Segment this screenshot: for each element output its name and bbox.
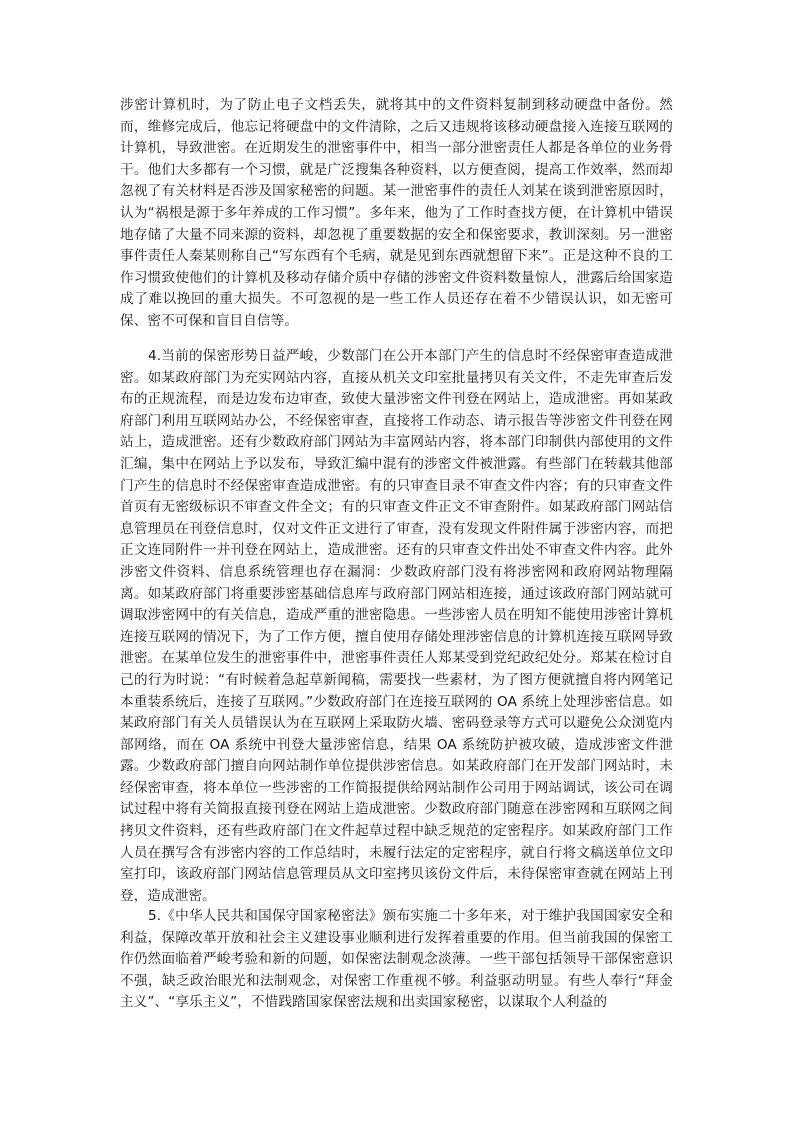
paragraph-item-5: 5.《中华人民共和国保守国家秘密法》颁布实施二十多年来，对于维护我国国家安全和利益，保障改革开放和社会主义建设事业顺利进行发挥着重要的作用。但当前我国的保密工作仍然面临着严峻考验和新的问题，如保密法制观念淡薄。一些干部包括领导干部保密意识不强，缺乏政治眼光和法制观念，对保密工作重视不够。利益驱动明显。有些人奉行“拜金主义”、“享乐主义”，不惜践踏国家保密法规和出卖国家秘密，以谋取个人利益的 <box>120 908 673 1011</box>
paragraph-continuation: 涉密计算机时，为了防止电子文档丢失，就将其中的文件资料复制到移动硬盘中备份。然而，维修完成后，他忘记将硬盘中的文件清除，之后又违规将该移动硬盘接入连接互联网的计算机，导致泄密。在近期发生的泄密事件中，相当一部分泄密责任人都是各单位的业务骨干。他们大多都有一个习惯，就是广泛搜集各种资料，以方便查阅，提高工作效率，然而却忽视了有关材料是否涉及国家秘密的问题。某一泄密事件的责任人刘某在谈到泄密原因时，认为“祸根是源于多年养成的工作习惯”。多年来，他为了工作时查找方便，在计算机中错误地存储了大量不同来源的资料，却忽视了重要数据的安全和保密要求，教训深刻。另一泄密事件责任人秦某则称自己“写东西有个毛病，就是见到东西就想留下来”。正是这种不良的工作习惯致使他们的计算机及移动存储介质中存储的涉密文件资料数量惊人，泄露后给国家造成了难以挽回的重大损失。不可忽视的是一些工作人员还存在着不少错误认识，如无密可保、密不可保和盲目自信等。 <box>120 97 673 329</box>
paragraph-item-4: 4.当前的保密形势日益严峻，少数部门在公开本部门产生的信息时不经保密审查造成泄密。如某政府部门为充实网站内容，直接从机关文印室批量拷贝有关文件，不走先审查后发布的正规流程，而是边发布边审查，致使大量涉密文件刊登在网站上，造成泄密。再如某政府部门利用互联网站办公，不经保密审查，直接将工作动态、请示报告等涉密文件刊登在网站上，造成泄密。还有少数政府部门网站为丰富网站内容，将本部门印制供内部使用的文件汇编，集中在网站上予以发布，导致汇编中混有的涉密文件被泄露。有些部门在转载其他部门产生的信息时不经保密审查造成泄密。有的只审查目录不审查文件内容；有的只审查文件首页有无密级标识不审查文件全文；有的只审查文件正文不审查附件。如某政府部门网站信息管理员在刊登信息时，仅对文件正文进行了审查，没有发现文件附件属于涉密内容，而把正文连同附件一并刊登在网站上，造成泄密。还有的只审查文件出处不审查文件内容。此外涉密文件资料、信息系统管理也存在漏洞：少数政府部门没有将涉密网和政府网站物理隔离。如某政府部门将重要涉密基础信息库与政府部门网站相连接，通过该政府部门网站就可调取涉密网中的有关信息，造成严重的泄密隐患。一些涉密人员在明知不能使用涉密计算机连接互联网的情况下，为了工作方便，擅自使用存储处理涉密信息的计算机连接互联网导致泄密。在某单位发生的泄密事件中，泄密事件责任人郑某受到党纪政纪处分。郑某在检讨自己的行为时说：“有时候着急起草新闻稿，需要找一些素材，为了图方便就擅自将内网笔记本重装系统后，连接了互联网。”少数政府部门在连接互联网的 OA 系统上处理涉密信息。如某政府部门有关人员错误认为在互联网上采取防火墙、密码登录等方式可以避免公众浏览内部网络，而在 OA 系统中刊登大量涉密信息，结果 OA 系统防护被攻破，造成涉密文件泄露。少数政府部门擅自向网站制作单位提供涉密信息。如某政府部门在开发部门网站时，未经保密审查，将本单位一些涉密的工作简报提供给网站制作公司用于网站调试，该公司在调试过程中将有关简报直接刊登在网站上造成泄密。少数政府部门随意在涉密网和互联网之间拷贝文件资料，还有些政府部门在文件起草过程中缺乏规范的定密程序。如某政府部门工作人员在撰写含有涉密内容的工作总结时，未履行法定的定密程序，就自行将文稿送单位文印室打印，该政府部门网站信息管理员从文印室拷贝该份文件后，未待保密审查就在网站上刊登，造成泄密。 <box>120 348 673 904</box>
